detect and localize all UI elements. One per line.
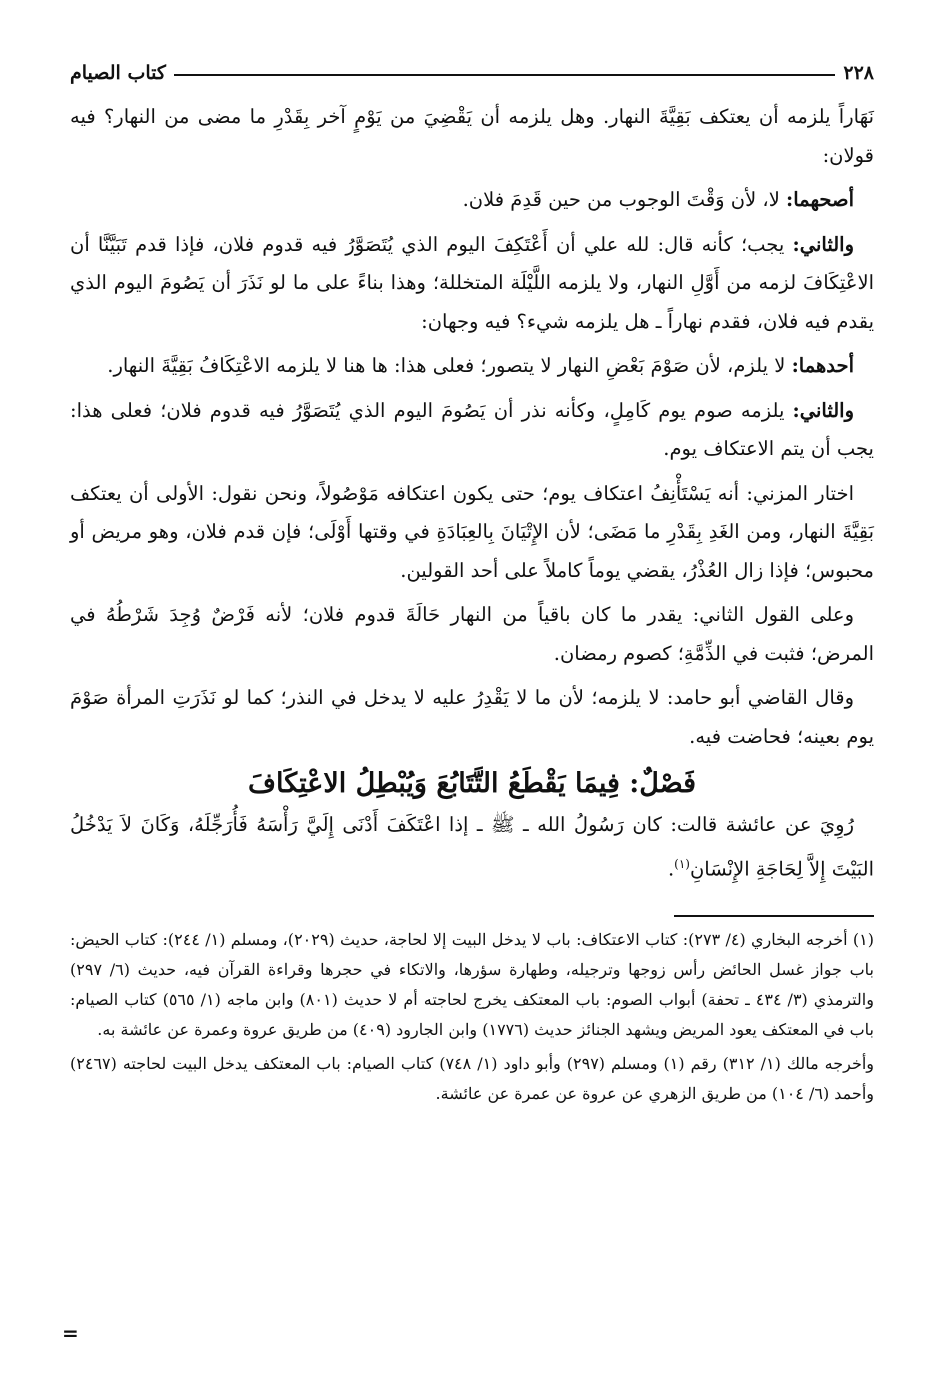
hadith-text: رُوِيَ عن عائشة قالت: كان رَسُولُ الله ـ ﷺ ـ إذا اعْتَكَفَ أَدْنَى إِلَيَّ رَأْسَهُ فَأُرَجِّلَهُ، وَكَانَ لاَ يَدْخُلُ البَيْتَ إِلاَّ لِحَاجَةِ الإِنْسَانِ xyxy=(70,813,874,880)
paragraph-lead: أحدهما: xyxy=(791,354,854,377)
paragraph-text: نَهَاراً يلزمه أن يعتكف بَقِيَّةَ النهار. وهل يلزمه أن يَقْضِيَ من يَوْمٍ آخر بِقَدْرِ ما مضى من النهار؟ فيه قولان: xyxy=(70,105,874,167)
paragraph xyxy=(70,98,874,175)
book-page xyxy=(70,58,874,1355)
sentence-end: . xyxy=(667,857,675,880)
paragraph xyxy=(70,226,874,342)
footnote: وأخرجه مالك (١/ ٣١٢) رقم (١) ومسلم (٢٩٧) وأبو داود (١/ ٧٤٨) كتاب الصيام: باب المعتكف يدخل البيت لحاجته (٢٤٦٧) وأحمد (٦/ ١٠٤) من طريق الزهري عن عروة عن عمرة عن عائشة. xyxy=(70,1053,875,1103)
paragraph xyxy=(70,596,874,673)
paragraph-text: وقال القاضي أبو حامد: لا يلزمه؛ لأن ما لا يَقْدِرُ عليه لا يدخل في النذر؛ كما لو نَذَرَتِ المرأة صَوْمَ يوم بعينه؛ فحاضت فيه. xyxy=(70,686,874,748)
paragraph xyxy=(70,347,874,386)
section-paragraph xyxy=(70,806,874,889)
paragraph-text: لا، لأن وَقْتَ الوجوب من حين قَدِمَ فلان. xyxy=(462,188,787,211)
page-number: ٢٢٨ xyxy=(843,62,874,84)
paragraph xyxy=(70,392,874,469)
main-text xyxy=(70,98,874,889)
paragraph-text: اختار المزني: أنه يَسْتَأْنِفُ اعتكاف يوم؛ حتى يكون اعتكافه مَوْصُولاً، ونحن نقول: الأولى أن يعتكف بَقِيَّةَ النهار، ومن الغَدِ بِقَدْرِ ما مَضَى؛ لأن الإِتْيَانَ بِالعِبَادَةِ في وقتها أَوْلَى؛ فإن قدم فلان، وهو مريض أو محبوس؛ فإذا زال العُذْرُ، يقضي يوماً كاملاً على أحد القولين. xyxy=(70,481,874,582)
paragraph-text: يجب؛ كأنه قال: لله علي أن أَعْتَكِفَ اليوم الذي يُتَصَوَّرُ فيه قدوم فلان، فإذا قدم تَبَيَّنَّا أن الاعْتِكَافَ لزمه من أَوَّلِ النهار، ولا يلزمه اللَّيْلَة المتخللة؛ وهذا بناءً على ما لو نَذَرَ أن يَصُومَ اليوم الذي يقدم فيه فلان، فقدم نهاراً ـ هل يلزمه شيء؟ فيه وجهان: xyxy=(70,232,874,333)
paragraph xyxy=(70,475,874,591)
paragraph-lead: والثاني: xyxy=(792,232,854,256)
section-title: فَصْلٌ: فِيمَا يَقْطَعُ التَّتَابُعَ وَيُبْطِلُ الاعْتِكَافَ xyxy=(247,768,697,799)
paragraph-lead: أصحهما: xyxy=(786,188,854,211)
footnote-ref[interactable]: (١) xyxy=(674,856,690,871)
book-title: كتاب الصيام xyxy=(70,62,166,84)
running-header xyxy=(70,58,874,88)
paragraph-text: لا يلزم، لأن صَوْمَ بَعْضِ النهار لا يتصور؛ فعلى هذا: ها هنا لا يلزمه الاعْتِكَافُ بَقِيَّةَ النهار. xyxy=(107,354,792,377)
paragraph-text: وعلى القول الثاني: يقدر ما كان باقياً من النهار حَالَةَ قدوم فلان؛ لأنه فَرْضٌ وُجِدَ شَرْطُهُ في المرض؛ فثبت في الذِّمَّةِ؛ كصوم رمضان. xyxy=(70,603,874,665)
paragraph xyxy=(70,679,874,756)
paragraph-lead: والثاني: xyxy=(792,398,854,422)
paragraph xyxy=(70,181,874,220)
footnotes xyxy=(70,925,874,1109)
continuation-mark: = xyxy=(62,1321,79,1345)
paragraph-text: يلزمه صوم يوم كَامِلٍ، وكأنه نذر أن يَصُومَ اليوم الذي يُتَصَوَّرُ فيه قدوم فلان؛ فعلى هذا: يجب أن يتم الاعتكاف يوم. xyxy=(70,398,874,460)
footnote: (١) أخرجه البخاري (٤/ ٢٧٣): كتاب الاعتكاف: باب لا يدخل البيت إلا لحاجة، حديث (٢٠٢٩)، ومسلم (١/ ٢٤٤): كتاب الحيض: باب جواز غسل الحائض رأس زوجها وترجيله، وطهارة سؤرها، والاتكاء في حجرها وقراءة القرآن فيه، حديث (٦/ ٢٩٧) والترمذي (٣/ ٤٣٤ ـ تحفة) أبواب الصوم: باب المعتكف يخرج لحاجته أم لا حديث (٨٠١) وابن ماجه (١/ ٥٦٥) كتاب الصيام: باب في المعتكف يعود المريض ويشهد الجنائز حديث (١٧٧٦) وابن الجارود (٤٠٩) من طريق عروة وعمرة عن عائشة به. xyxy=(70,929,875,1039)
footnote-separator xyxy=(674,915,874,917)
header-rule xyxy=(174,74,835,76)
